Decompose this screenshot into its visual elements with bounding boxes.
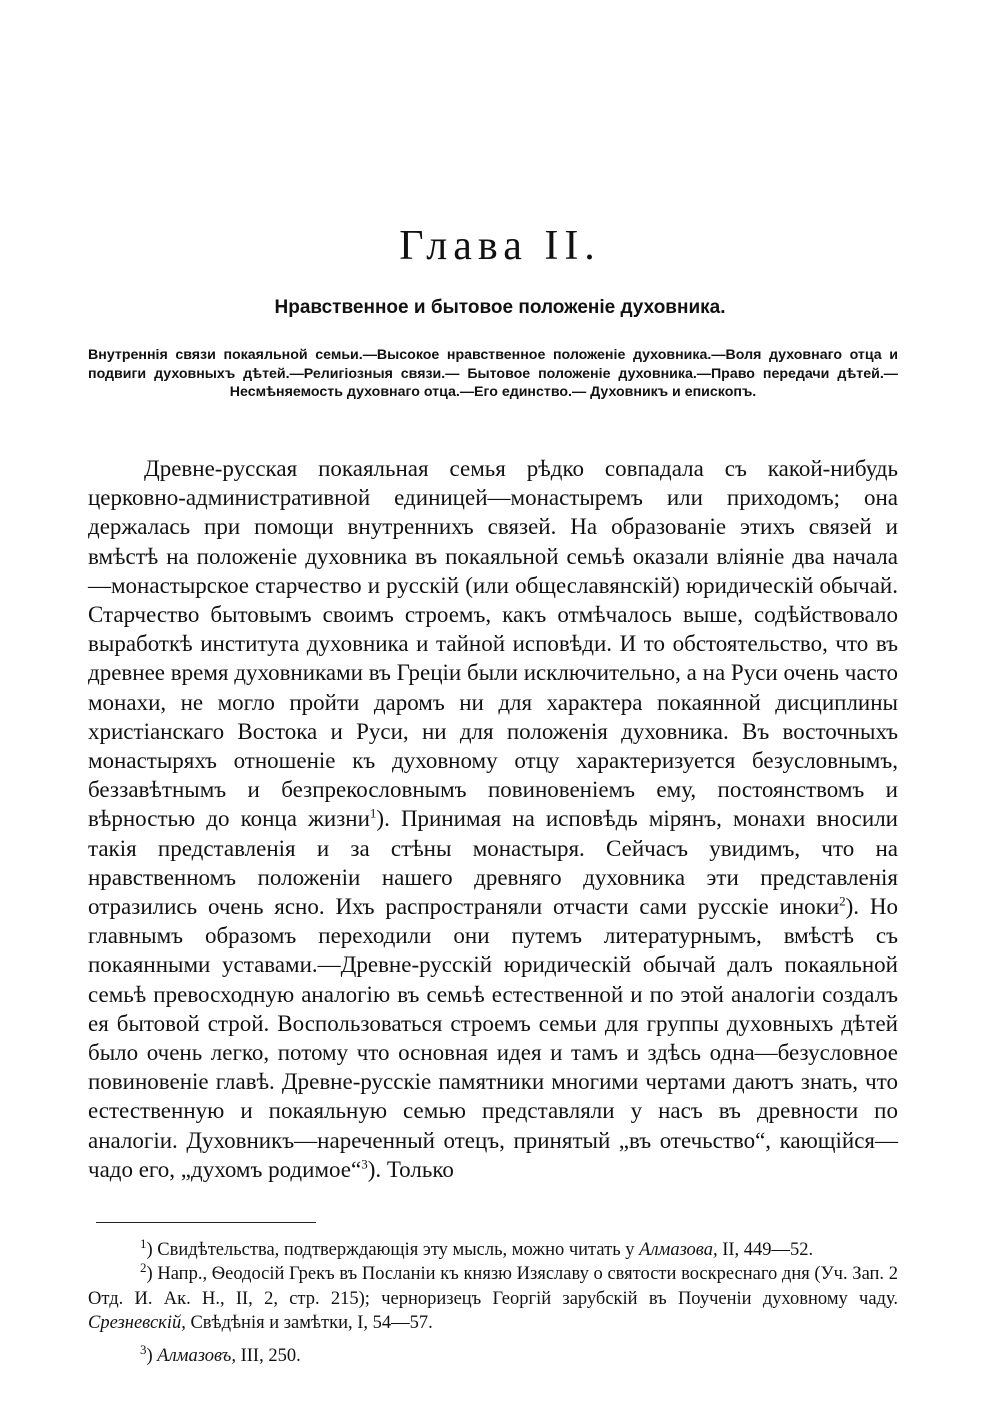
footnote-1 — [88, 1235, 898, 1262]
footnote-divider — [96, 1222, 316, 1223]
footnote-number: 1 — [140, 1235, 147, 1251]
footnote-3 — [88, 1341, 898, 1368]
footnote-author: Срезневскій, — [88, 1313, 186, 1334]
footnote-number: 3 — [140, 1341, 147, 1357]
footnotes — [88, 1235, 898, 1368]
body-text-2: ). Принимая на исповѣдь мірянъ, монахи вносили такія представленія и за стѣны монастыря. Сейчасъ увидимъ, что на нравственномъ положеніи нашего древняго духовника эти представленія отразились очень ясно. Ихъ распространяли отчасти сами русскіе иноки — [88, 806, 898, 920]
footnote-text: III, 250. — [235, 1345, 301, 1366]
footnote-author: Алмазова, — [639, 1240, 718, 1260]
chapter-title: Глава II. — [399, 223, 601, 269]
chapter-summary: Внутреннія связи покаяльной семьи.—Высокое нравственное положеніе духовника.—Воля духовнаго отца и подвиги духовныхъ дѣтей.—Религіозныя связи.— Бытовое положеніе духовника.—Право передачи дѣтей.—Несмѣняемость духовнаго отца.—Его единство.— Духовникъ и епископъ. — [88, 347, 898, 400]
body-text-3: ). Но главнымъ образомъ переходили они путемъ литературнымъ, вмѣстѣ съ покаянными уставами.—Древне-русскій юридическій обычай далъ покаяльной семьѣ превосходную аналогію въ семьѣ естественной и по этой аналогіи создалъ ея бытовой строй. Воспользоваться строемъ семьи для группы духовныхъ дѣтей было очень легко, потому что основная идея и тамъ и здѣсь одна—безусловное повиновеніе главѣ. Древне-русскіе памятники многими чертами даютъ знать, что естественную и покаяльную семью представляли у насъ въ древности по аналогіи. Духовникъ—нареченный отецъ, принятый „въ отечьство“, кающійся—чадо его, „духомъ родимое“ — [88, 894, 898, 1182]
footnote-text: ) Напр., Ѳеодосій Грекъ въ Посланіи къ князю Изяславу о святости воскреснаго дня (Уч. Зап. 2 Отд. И. Ак. Н., II, 2, стр. 215); черноризецъ Георгій зарубскій въ Поученіи духовному чаду. — [88, 1264, 898, 1309]
body-text-4: ). Только — [367, 1156, 454, 1182]
footnote-author: Алмазовъ, — [157, 1345, 236, 1366]
footnote-text: ) — [146, 1345, 158, 1366]
footnote-ref-3: 3 — [361, 1156, 368, 1172]
footnote-text: II, 449—52. — [717, 1240, 814, 1260]
body-paragraph — [88, 454, 898, 1184]
footnote-number: 2 — [140, 1260, 147, 1276]
footnote-ref-1: 1 — [369, 805, 377, 821]
body-text-1: Древне-русская покаяльная семья рѣдко совпадала съ какой-нибудь церковно-административной единицей—монастыремъ или приходомъ; она держалась при помощи внутреннихъ связей. На образованіе этихъ связей и вмѣстѣ на положеніе духовника въ покаяльной семьѣ оказали вліяніе два начала—монастырское старчество и русскій (или общеславянскій) юридическій обычай. Старчество бытовымъ своимъ строемъ, какъ отмѣчалось выше, содѣйствовало выработкѣ института духовника и тайной исповѣди. И то обстоятельство, что въ древнее время духовниками въ Греціи были исключительно, а на Руси очень часто монахи, не могло пройти даромъ ни для характера покаянной дисциплины христіанскаго Востока и Руси, ни для положенія духовника. Въ восточныхъ монастыряхъ отношеніе къ духовному отцу характеризуется безусловнымъ, беззавѣтнымъ и безпрекословнымъ повиновеніемъ ему, постоянствомъ и вѣрностью до конца жизни — [88, 456, 898, 832]
chapter-subtitle: Нравственное и бытовое положеніе духовника. — [274, 297, 726, 318]
footnote-text: ) Свидѣтельства, подтверждающія эту мысль, можно читать у — [146, 1240, 640, 1260]
footnote-ref-2: 2 — [839, 893, 846, 909]
footnote-text: Свѣдѣнія и замѣтки, I, 54—57. — [185, 1313, 433, 1334]
footnote-2 — [88, 1262, 898, 1335]
